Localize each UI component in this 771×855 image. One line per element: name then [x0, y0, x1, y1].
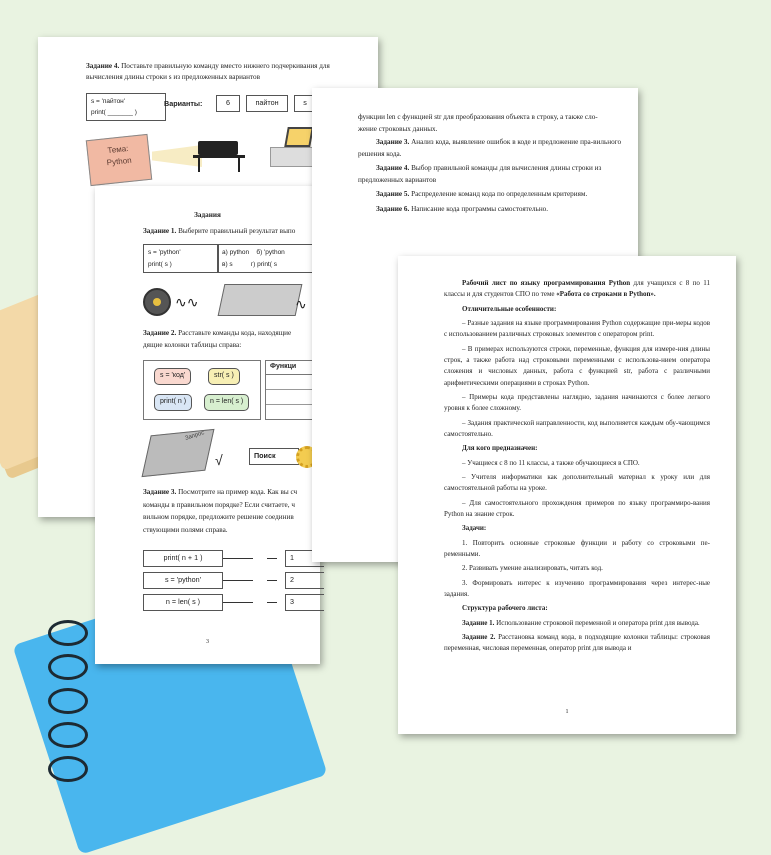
- task-text: команды в правильном порядке? Если считаете, ч: [143, 500, 295, 509]
- page-title: Задания: [194, 211, 221, 219]
- topic-card: Тема: Python: [86, 134, 152, 186]
- answer-slot[interactable]: 2: [285, 572, 324, 589]
- task-text: Выбор правильной команды для вычисления длины строки из предложенных вариантов: [358, 164, 602, 184]
- page-number: 3: [206, 639, 209, 645]
- task-text: Расставьте команды кода, находящие: [178, 329, 292, 337]
- variant-option[interactable]: пайтон: [246, 95, 288, 112]
- command-pill[interactable]: print( n ): [154, 394, 192, 411]
- code-line-box[interactable]: s = 'python': [143, 572, 223, 589]
- task-label: Задание 1.: [143, 227, 177, 235]
- task-text: Посмотрите на пример кода. Как вы сч: [178, 488, 298, 496]
- code-box: [86, 93, 166, 121]
- answer-slot[interactable]: 1: [285, 550, 324, 567]
- table-header: Функци: [266, 361, 321, 375]
- task-label: Задание 4.: [86, 62, 120, 70]
- page-number: 1: [565, 709, 569, 715]
- audience-item: – Для самостоятельного прохождения примеров по языку программиро-вания Python на знание строк.: [444, 498, 710, 518]
- task-label: Задание 2.: [143, 329, 177, 337]
- feature-item: – Примеры кода представлены наглядно, задания начинаются с более легкого уровня к более сложному.: [444, 392, 710, 413]
- task-label: Задание 6.: [376, 204, 410, 213]
- option-b[interactable]: б) 'python: [256, 249, 285, 256]
- task-text: вильном порядке, предложите решение соединив: [143, 513, 294, 522]
- goal-item: 1. Повторить основные строковые функции и работу со строковыми пе-ременными.: [444, 538, 710, 558]
- command-pool: [143, 360, 261, 420]
- task-text: Поставьте правильную команду вместо нижнего подчеркивания для вычисления длины строки s из предложенных вариантов: [86, 62, 330, 81]
- task-text: ствующими полями справа.: [143, 525, 228, 534]
- code-line-box[interactable]: n = len( s ): [143, 594, 223, 611]
- task-label: Задание 5.: [376, 190, 410, 199]
- command-pill[interactable]: s = 'код': [154, 368, 191, 385]
- section-heading: Отличительные особенности:: [462, 304, 557, 313]
- task-text: дящие колонки таблицы справа:: [143, 341, 242, 349]
- search-box[interactable]: [249, 448, 299, 465]
- search-label: Поиск: [254, 451, 276, 460]
- task-text: Написание кода программы самостоятельно.: [411, 204, 549, 213]
- task-text: Расстановка команд кода, в подходящие колонки таблицы: строковая переменная, числовая переменная, оператор print для вывода и: [444, 632, 710, 653]
- query-label: Запрос: [184, 430, 206, 442]
- check-arrow-icon: √: [215, 452, 223, 468]
- intro-bold: Рабочий лист по языку программирования Python: [462, 279, 631, 287]
- audience-item: – Учащиеся с 8 по 11 классы, а также обучающиеся в СПО.: [462, 458, 640, 467]
- goal-item: 3. Формировать интерес к изучению программирования через интерес-ные задания.: [444, 578, 710, 598]
- section-heading: Структура рабочего листа:: [462, 604, 548, 613]
- option-c[interactable]: в) s: [222, 260, 233, 268]
- code-box: s = 'python' print( s ): [143, 244, 219, 273]
- feature-item: – Разные задания на языке программирования Python содержащие при-меры кодов с использованием различных строковых элементов с оператором print.: [444, 318, 710, 339]
- goal-item: 2. Развивать умение анализировать, читать код.: [462, 564, 603, 573]
- command-pill[interactable]: str( s ): [208, 368, 240, 385]
- laptop-icon: [284, 127, 314, 147]
- task-label: Задание 4.: [376, 164, 410, 173]
- task-label: Задание 3.: [376, 138, 410, 147]
- section-heading: Задачи:: [462, 524, 487, 533]
- answer-slot[interactable]: 3: [285, 594, 324, 611]
- intro-topic: «Работа со строками в Python».: [556, 290, 656, 299]
- audience-item: – Учителя информатики как дополнительный материал к уроку или для самостоятельной работы на уроке.: [444, 472, 710, 493]
- task-label: Задание 1.: [462, 618, 495, 627]
- variants-label: Варианты:: [164, 99, 203, 108]
- variant-option[interactable]: 6: [216, 95, 240, 112]
- variant-option[interactable]: s: [294, 95, 316, 112]
- feature-item: – Задания практической направленности, код выполняется каждым обу-чающимся самостоятельно.: [444, 418, 710, 438]
- task-label: Задание 2.: [462, 632, 496, 641]
- task-text: Анализ кода, выявление ошибок в коде и предложение пра-вильного решения кода.: [358, 138, 622, 158]
- disc-icon: [143, 288, 171, 316]
- task-text: Выберите правильный результат выпо: [178, 227, 296, 235]
- body-text: функции len с функцией str для преобразования объекта в строку, а также сло-: [358, 113, 598, 121]
- section-heading: Для кого предназначен:: [462, 444, 538, 453]
- feature-item: – В примерах используются строки, переменные, функция для измере-ния длины строк, а также работа над строковыми переменными с использова-нием оператора сложения и числовых данных, работа с функцией str, работа с различными арифметическими операциями в строках Python.: [444, 344, 710, 387]
- code-line: print( _______ ): [91, 109, 137, 117]
- task-text: Использование строковой переменной и оператора print для вывода.: [496, 618, 700, 627]
- disc-drive-icon: [218, 284, 303, 316]
- task-label: Задание 3.: [143, 488, 177, 496]
- body-text: жение строковых данных.: [358, 124, 438, 133]
- intro-text: для учащихся с 8 по 11 классы и для студентов СПО по теме: [444, 279, 710, 299]
- option-d[interactable]: г) print( s: [250, 260, 277, 268]
- option-a[interactable]: а) python: [222, 249, 250, 256]
- projector-icon: [198, 141, 238, 155]
- code-line: s = 'пайтон': [91, 98, 126, 105]
- worksheet-page-intro: [398, 256, 736, 734]
- wave-arrow-icon: ∿∿: [175, 294, 199, 310]
- worksheet-page-tasks: Задания Задание 1. Выберите правильный результат выпо s = 'python' print( s ) а) python б) 'python в) s г) print( s ∿∿ ∿ Задание 2. Расставьте команды кода, находящие дящие колонки таблицы справа: s = 'код' str( s ) print( n ) n = len( s ) Функци Запрос √ Поиск Задание 3. Посмотрите на пример кода. Как вы сч команды в правильном порядке? Если считаете, ч вильном порядке, предложите решение соединив ствующими полями справа. print( n + 1 ) s = 'python' n = len( s ) 1 2 3 3: [95, 186, 320, 664]
- code-line-box[interactable]: print( n + 1 ): [143, 550, 223, 567]
- task-text: Распределение команд кода по определенным критериям.: [411, 190, 588, 199]
- command-pill[interactable]: n = len( s ): [204, 394, 249, 411]
